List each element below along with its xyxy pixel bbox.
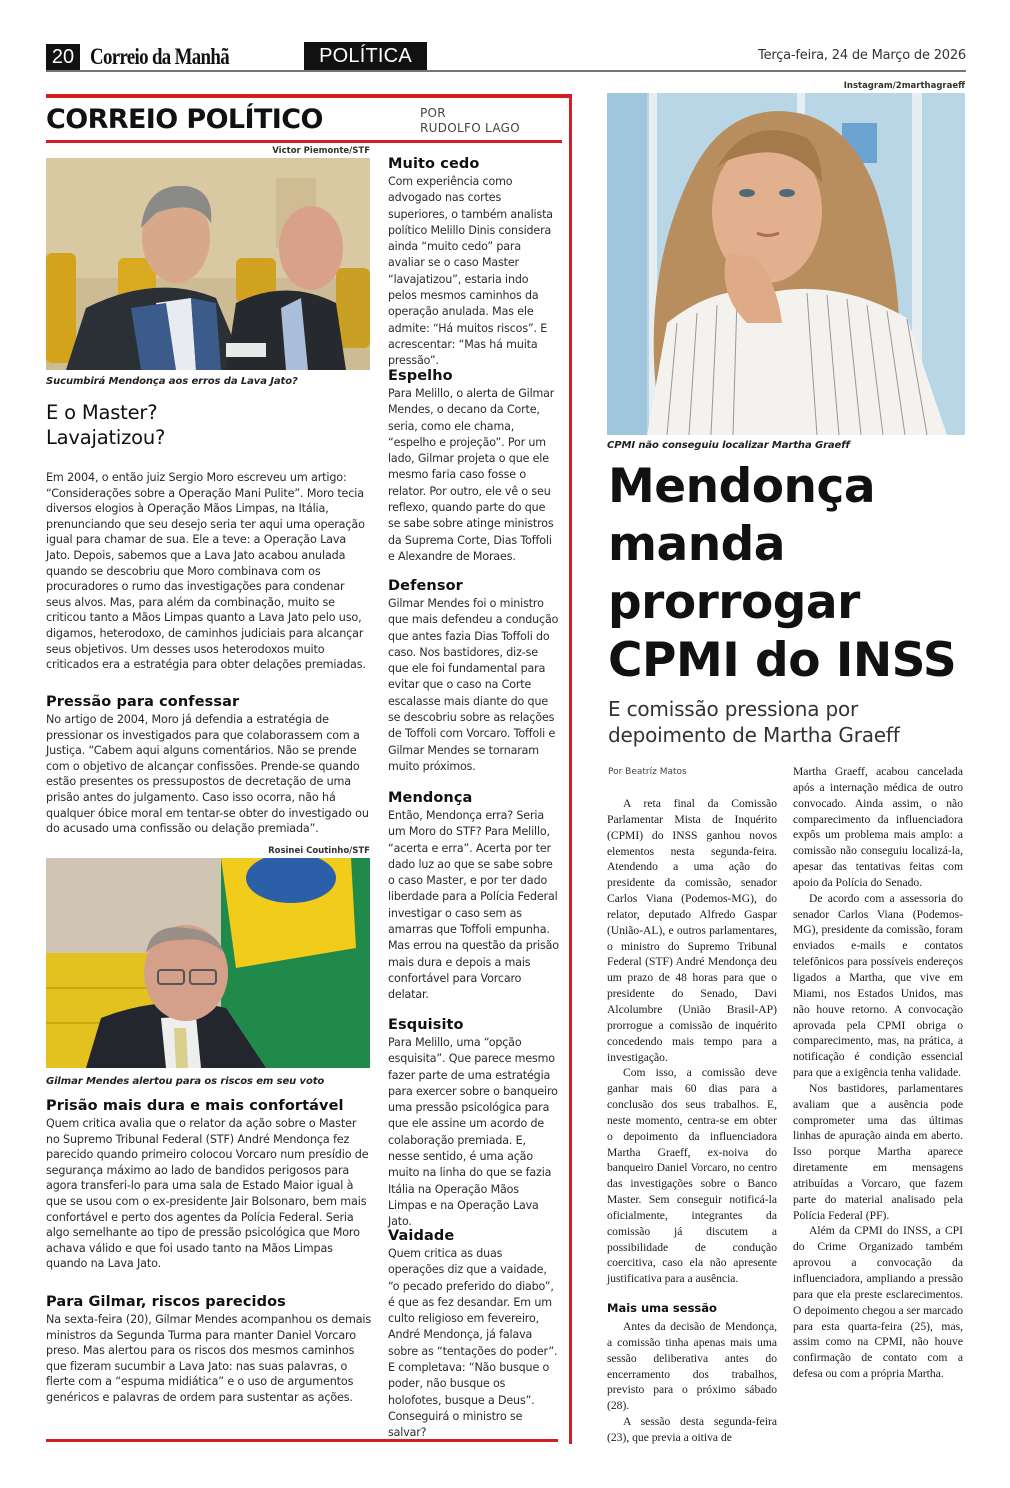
photo-martha-graeff — [607, 93, 965, 435]
section-title: Para Gilmar, riscos parecidos — [46, 1294, 286, 1310]
article-paragraph: Além da CPMI do INSS, a CPI do Crime Organizado também aprovou a convocação da influenciadora, ampliando a pressão para que ela preste esclarecimentos. O depoimento chegou a ser marcado para esta quarta-feira (25), mas, assim como na CPMI, não houve confirmação de contato com a defesa ou com a própria Martha. — [793, 1224, 963, 1381]
section-esquisito — [388, 1017, 560, 1231]
column-title-divider — [46, 140, 562, 143]
section-espelho — [388, 368, 560, 565]
section-title: Prisão mais dura e mais confortável — [46, 1098, 344, 1114]
section-body: Na sexta-feira (20), Gilmar Mendes acompanhou os demais ministros da Segunda Turma para manter Daniel Vorcaro preso. Mas alertou para os riscos dos mesmos caminhos que fizeram sucumbir a Lava Jato: nas suas palavras, o flerte com a “espuma midiática” e o uso de argumentos genéricos e palavras de ordem para sustentar as ações. — [46, 1313, 372, 1404]
photo-gilmar — [46, 858, 370, 1068]
lead-headline-line1: E o Master? — [46, 401, 158, 424]
section-title: Mendonça — [388, 790, 473, 806]
section-body: Quem critica avalia que o relator da ação sobre o Master no Supremo Tribunal Federal (STF) André Mendonça fez parecido quando primeiro colocou Vorcaro num presídio de segurança máximo ao lado de bandidos perigosos para agora transferi-lo para uma sala de Estado Maior igual à que se usou com o ex-presidente Jair Bolsonaro, bem mais confortável e perto dos agentes da Polícia Federal. Seria algo semelhante ao tipo de pressão psicológica que Moro achava válido e que foi usado tanto na Mãos Limpas quando na Lava Jato. — [46, 1117, 369, 1271]
page-number: 20 — [46, 44, 80, 70]
issue-date: Terça-feira, 24 de Março de 2026 — [758, 48, 966, 63]
section-label: POLÍTICA — [304, 42, 427, 70]
column-byline-name: RUDOLFO LAGO — [420, 121, 520, 135]
section-defensor — [388, 578, 560, 775]
article-paragraph: Com isso, a comissão deve ganhar mais 60 dias para a conclusão dos seus trabalhos. E, neste momento, centra-se em obter o depoimento da influenciadora Martha Graeff, ex-noiva do banqueiro Daniel Vorcaro, no centro das investigações sobre o Banco Master. Sem conseguir notificá-la oficialmente, integrantes da comissão já discutem a possibilidade de condução coercitiva, caso ela não apresente justificativa para a ausência. — [607, 1066, 777, 1286]
article-column-1 — [607, 796, 777, 1446]
column-frame-top — [46, 94, 572, 98]
section-title: Defensor — [388, 578, 463, 594]
section-body: Para Melillo, o alerta de Gilmar Mendes, o decano da Corte, seria, como ele chama, “espelho e projeção”. Por um lado, Gilmar projeta o que ele mesmo faria caso fosse o relator. Por outro, ele vê o seu reflexo, quando parte do que se sabe sobre atinge ministros da Suprema Corte, Dias Toffoli e Alexandre de Moraes. — [388, 387, 555, 563]
section-gilmar — [46, 1294, 372, 1406]
section-title: Pressão para confessar — [46, 694, 240, 710]
article-column-2 — [793, 764, 963, 1382]
section-body: Quem critica as duas operações diz que a vaidade, “o pecado preferido do diabo”, é que as fez desandar. Em um culto religioso em fevereiro, André Mendonça, já falava sobre as “tentações do poder”. E completava: “Não busque o poder, não busque os holofotes, busque a Deus”. Conseguirá o ministro se salvar? — [388, 1247, 558, 1440]
photo-mendonca — [46, 158, 370, 370]
photo-martha-graeff-illustration — [607, 93, 965, 435]
section-title: Vaidade — [388, 1228, 455, 1244]
column-frame-right — [569, 94, 572, 1444]
article-paragraph-continued: Martha Graeff, acabou cancelada após a internação médica de outro convocado. Ainda assim, o não comparecimento da influenciadora expôs um problema mais amplo: a comissão não conseguiu localizá-la, apesar das tentativas feitas com apoio da Polícia do Senado. — [793, 765, 963, 889]
newspaper-logo: Correio da Manhã — [90, 44, 229, 69]
lead-headline-line2: Lavajatizou? — [46, 426, 166, 449]
section-pressao — [46, 694, 372, 837]
masthead — [46, 44, 966, 72]
masthead-divider — [46, 70, 966, 72]
section-body: Com experiência como advogado nas cortes superiores, o também analista político Melillo Dinis considera ainda “muito cedo” para avaliar se o caso Master “lavajatizou”, estaria indo pelos mesmos caminhos da operação anulada. Mas ele admite: “Há muitos riscos”. E acrescentar: “Mas há muita pressão”. — [388, 175, 553, 368]
article-paragraph: Antes da decisão de Mendonça, a comissão tinha apenas mais uma sessão deliberativa antes do encerramento dos trabalhos, previsto para o próximo sábado (28). — [607, 1320, 777, 1413]
article-byline: Por Beatríz Matos — [608, 767, 687, 777]
article-paragraph: De acordo com a assessoria do senador Carlos Viana (Podemos-MG), presidente da comissão, foram enviados e-mails e contatos telefônicos para possíveis endereços ligados a Martha, que vive em Miami, nos Estados Unidos, mas não houve retorno. A convocação aprovada pela CPMI obriga o comparecimento, mas, na prática, a notificação é condição essencial para que a exigência tenha validade. — [793, 891, 963, 1080]
section-title: Esquisito — [388, 1017, 464, 1033]
article-subhead: Mais uma sessão — [607, 1301, 717, 1316]
article-headline: Mendonça manda prorrogar CPMI do INSS — [608, 459, 957, 688]
photo-mendonca-illustration — [46, 158, 370, 370]
photo-credit: Victor Piemonte/STF — [272, 146, 370, 156]
article-subheadline: E comissão pressiona por depoimento de Martha Graeff — [608, 697, 900, 747]
section-vaidade — [388, 1228, 560, 1442]
column-byline-prefix: POR — [420, 106, 446, 120]
section-mendonca — [388, 790, 560, 1004]
photo-gilmar-illustration — [46, 858, 370, 1068]
section-muito-cedo — [388, 156, 560, 370]
photo-credit: Rosinei Coutinho/STF — [268, 846, 370, 856]
section-title: Espelho — [388, 368, 453, 384]
column-title: CORREIO POLÍTICO — [46, 104, 323, 135]
photo-caption: Gilmar Mendes alertou para os riscos em seu voto — [46, 1076, 325, 1087]
photo-credit: Instagram/2marthagraeff — [843, 81, 965, 91]
section-title: Muito cedo — [388, 156, 480, 172]
lead-headline — [46, 400, 165, 450]
section-prisao — [46, 1098, 372, 1272]
section-body: Para Melillo, uma “opção esquisita”. Que parece mesmo fazer parte de uma estratégia para exercer sobre o banqueiro uma pressão psicológica para que ele assine um acordo de colaboração premiada. E, nesse sentido, é uma ação muito na linha do que se fazia Itália na Operação Mãos Limpas e na Operação Lava Jato. — [388, 1036, 558, 1229]
column-byline — [420, 106, 520, 136]
section-body: Então, Mendonça erra? Seria um Moro do STF? Para Melillo, “acerta e erra”. Acerta por ter dado luz ao que se sabe sobre o caso Master, e por ter dado liberdade para a Polícia Federal investigar o caso sem as amarras que Toffoli empunha. Mas errou na questão da prisão mais dura e depois a mais confortável para Vorcaro delatar. — [388, 809, 559, 1002]
section-body: No artigo de 2004, Moro já defendia a estratégia de pressionar os investigados para que colaborassem com a Justiça. “Cabem aqui alguns comentários. Não se prende com o objetivo de alcançar confissões. Prende-se quando estão presentes os pressupostos de decretação de uma prisão antes do julgamento. Caso isso ocorra, não há qualquer óbice moral em tentar-se obter do investigado ou do acusado uma confissão ou delação premiada”. — [46, 713, 369, 836]
photo-caption: CPMI não conseguiu localizar Martha Graeff — [607, 440, 850, 451]
article-paragraph: A reta final da Comissão Parlamentar Mista de Inquérito (CPMI) do INSS ganhou novos elementos nesta segunda-feira. Atendendo a uma ação do presidente da comissão, senador Carlos Viana (Podemos-MG), do relator, deputado Alfredo Gaspar (União-AL), e outros parlamentares, o ministro do Supremo Tribunal Federal (STF) André Mendonça deu um prazo de 48 horas para que o presidente do Senado, Davi Alcolumbre (União Brasil-AP) prorrogue a comissão de inquérito concedendo mais tempo para a investigação. — [607, 797, 777, 1064]
section-body: Gilmar Mendes foi o ministro que mais defendeu a condução que antes fazia Dias Toffoli do caso. Nos bastidores, diz-se que ele foi fundamental para evitar que o caso na Corte escalasse mais diante do que se descobriu sobre as relações de Toffoli com Vorcaro. Toffoli e Gilmar Mendes se tornaram muito próximos. — [388, 597, 559, 773]
article-paragraph: A sessão desta segunda-feira (23), que previa a oitiva de — [607, 1415, 777, 1444]
lead-body: Em 2004, o então juiz Sergio Moro escreveu um artigo: “Considerações sobre a Operação Mani Pulite”. Moro tecia diversos elogios à Operação Mãos Limpas, na Itália, prenunciando que seu desejo seria ter aqui uma operação igual para chamar de sua. Ele a teve: a Operação Lava Jato. Depois, sabemos que a Lava Jato acabou anulada quando se descobriu que Moro combinava com os procuradores o rumo das investigações para condenar seus alvos. Mas, para além da combinação, muito se criticou tanto a Mãos Limpas quanto a Lava Jato pelo uso, digamos, heterodoxo, de caminhos judiciais para alcançar seus objetivos. Um desses usos heterodoxos muito criticados era a estratégia para obter delações premiadas. — [46, 471, 366, 672]
photo-caption: Sucumbirá Mendonça aos erros da Lava Jato? — [46, 376, 298, 387]
article-paragraph: Nos bastidores, parlamentares avaliam que a ausência pode comprometer uma das últimas linhas de apuração ainda em aberto. Isso porque Martha aparece diretamente em mensagens atribuídas a Vorcaro, que fazem parte do material analisado pela Polícia Federal (PF). — [793, 1081, 963, 1222]
